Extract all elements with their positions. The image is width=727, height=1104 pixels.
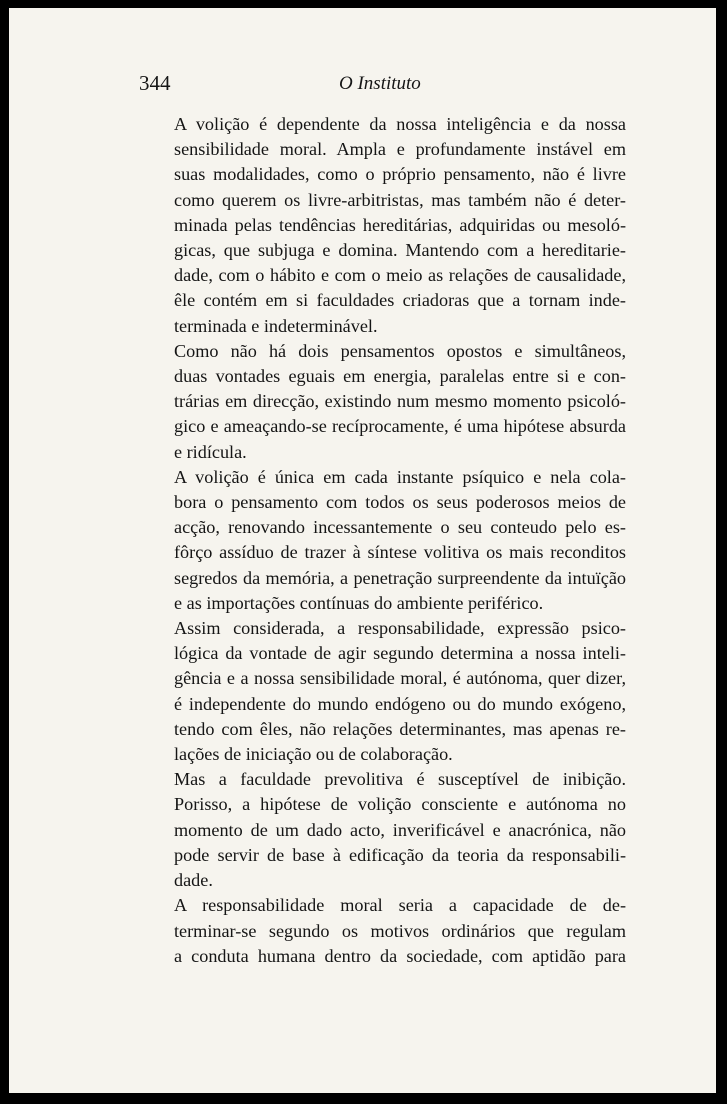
text-line: pode servir de base à edificação da teoria da responsabili- [174, 844, 626, 865]
text-line: dade, com o hábito e com o meio as relações de causalidade, [174, 265, 626, 286]
text-line: a conduta humana dentro da sociedade, com aptidão para [174, 945, 626, 966]
text-line: A volição é única em cada instante psíquico e nela cola- [174, 466, 626, 487]
text-line: lógica da vontade de agir segundo determina a nossa inteli- [174, 643, 626, 664]
text-line: êle contém em si faculdades criadoras que a tornam inde- [174, 290, 626, 311]
text-line: bora o pensamento com todos os seus poderosos meios de [174, 492, 626, 513]
text-line: minada pelas tendências hereditárias, adquiridas ou mesoló- [174, 214, 626, 235]
text-line: A volição é dependente da nossa inteligência e da nossa [174, 114, 626, 134]
text-line: terminada e indeterminável. [174, 315, 378, 336]
text-line: duas vontades eguais em energia, paralelas entre si e con- [174, 366, 626, 387]
paragraph-6 [146, 893, 626, 969]
text-line: Assim considerada, a responsabilidade, expressão psico- [174, 618, 626, 639]
text-line: trárias em direcção, existindo num mesmo momento psicoló- [174, 391, 626, 412]
text-line: dade. [174, 870, 213, 891]
page-number: 344 [139, 71, 171, 95]
paragraph-3 [146, 465, 626, 616]
body-text [146, 112, 626, 969]
text-line: como querem os livre-arbitristas, mas também não é deter- [174, 189, 626, 210]
text-line: tendo com êles, não relações determinantes, mas apenas re- [174, 718, 626, 739]
text-line: e as importações contínuas do ambiente periférico. [174, 592, 544, 613]
page-header [9, 71, 716, 101]
text-line: Como não há dois pensamentos opostos e simultâneos, [174, 340, 626, 361]
text-line: terminar-se segundo os motivos ordinários que regulam [174, 920, 626, 941]
text-line: Mas a faculdade prevolitiva é susceptível de inibição. [174, 769, 626, 790]
paragraph-5 [146, 767, 626, 893]
paragraph-1 [146, 112, 626, 339]
text-line: lações de iniciação ou de colaboração. [174, 744, 453, 765]
text-line: suas modalidades, como o próprio pensamento, não é livre [174, 164, 626, 185]
text-line: fôrço assíduo de trazer à síntese volitiva os mais reconditos [174, 542, 626, 563]
text-line: é independente do mundo endógeno ou do mundo exógeno, [174, 693, 626, 714]
running-title: O Instituto [339, 73, 421, 94]
paragraph-4 [146, 616, 626, 767]
text-line: gência e a nossa sensibilidade moral, é autónoma, quer dizer, [174, 668, 626, 689]
paragraph-2 [146, 339, 626, 465]
text-line: segredos da memória, a penetração surpreendente da intuïção [174, 567, 626, 588]
text-line: acção, renovando incessantemente o seu conteudo pelo es- [174, 517, 626, 538]
text-line: gico e ameaçando-se recíprocamente, é uma hipótese absurda [174, 416, 626, 437]
text-line: Porisso, a hipótese de volição consciente e autónoma no [174, 794, 626, 815]
text-line: gicas, que subjuga e domina. Mantendo com a hereditarie- [174, 240, 626, 261]
text-line: A responsabilidade moral seria a capacidade de de- [174, 895, 626, 916]
text-line: e ridícula. [174, 441, 247, 462]
text-line: sensibilidade moral. Ampla e profundamente instável em [174, 139, 626, 160]
book-page [9, 8, 716, 1093]
text-line: momento de um dado acto, inverificável e anacrónica, não [174, 819, 626, 840]
